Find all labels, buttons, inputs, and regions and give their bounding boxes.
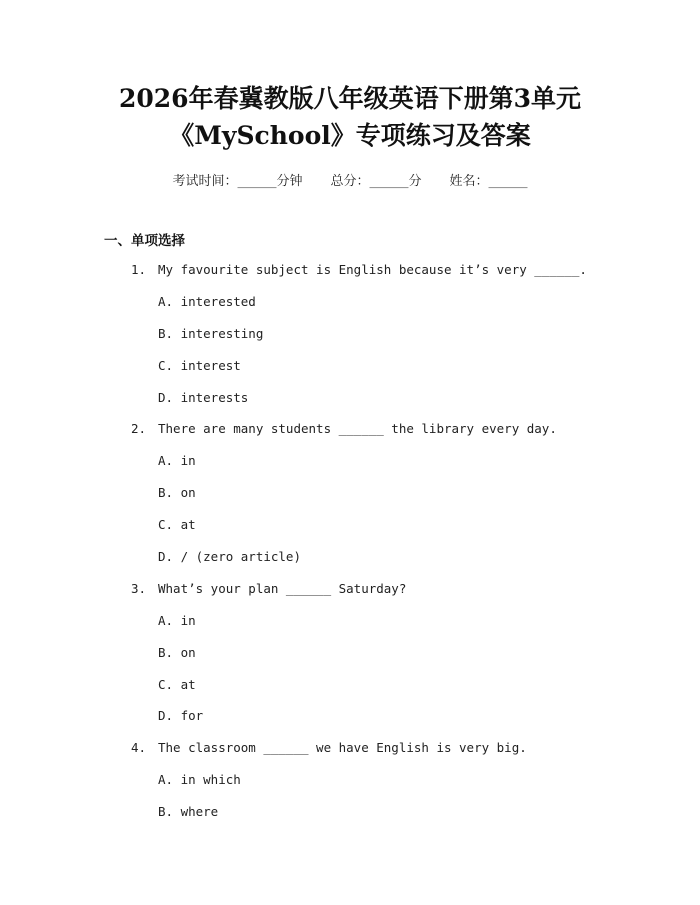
option-row (0, 772, 700, 804)
answer-option: A. interested (158, 293, 256, 309)
answer-option: C. interest (158, 357, 241, 373)
question-number: 1. (131, 262, 147, 277)
exam-info-row (0, 170, 700, 189)
question-text: There are many students ______ the library every day. (158, 421, 557, 437)
question-row (0, 740, 700, 772)
option-row (0, 326, 700, 358)
question-row (0, 581, 700, 613)
option-row (0, 677, 700, 709)
option-row (0, 294, 700, 326)
option-row (0, 613, 700, 645)
question-number: 4. (131, 740, 147, 756)
option-row (0, 390, 700, 422)
answer-option: C. at (158, 517, 196, 533)
question-text: What’s your plan ______ Saturday? (158, 580, 407, 596)
question-text: My favourite subject is English because it’s very ______. (158, 262, 587, 277)
student-name-field: 姓名：______ (449, 174, 528, 189)
answer-option: B. on (158, 644, 196, 660)
answer-option: D. interests (158, 389, 249, 405)
option-row (0, 645, 700, 677)
question-number: 3. (131, 580, 147, 596)
question-list (0, 262, 700, 836)
page-title-line-1: 2026年春冀教版八年级英语下册第3单元 (119, 84, 581, 113)
option-row (0, 549, 700, 581)
question-row (0, 421, 700, 453)
answer-option: A. in (158, 612, 196, 628)
option-row (0, 804, 700, 836)
total-score-field: 总分：______分 (330, 174, 422, 189)
answer-option: D. for (158, 708, 204, 724)
page-title-line-2: 《MySchool》专项练习及答案 (169, 121, 531, 150)
answer-option: B. on (158, 485, 196, 501)
answer-option: B. interesting (158, 325, 264, 341)
answer-option: B. where (158, 804, 219, 820)
option-row (0, 485, 700, 517)
option-row (0, 517, 700, 549)
option-row (0, 708, 700, 740)
answer-option: C. at (158, 676, 196, 692)
question-number: 2. (131, 421, 147, 437)
section-heading: 一、单项选择 (104, 233, 185, 249)
option-row (0, 358, 700, 390)
answer-option: A. in which (158, 772, 241, 788)
answer-option: A. in (158, 453, 196, 469)
question-row (0, 262, 700, 294)
question-text: The classroom ______ we have English is very big. (158, 740, 527, 756)
answer-option: D. / (zero article) (158, 549, 301, 565)
exam-time-field: 考试时间：______分钟 (172, 174, 303, 189)
option-row (0, 453, 700, 485)
